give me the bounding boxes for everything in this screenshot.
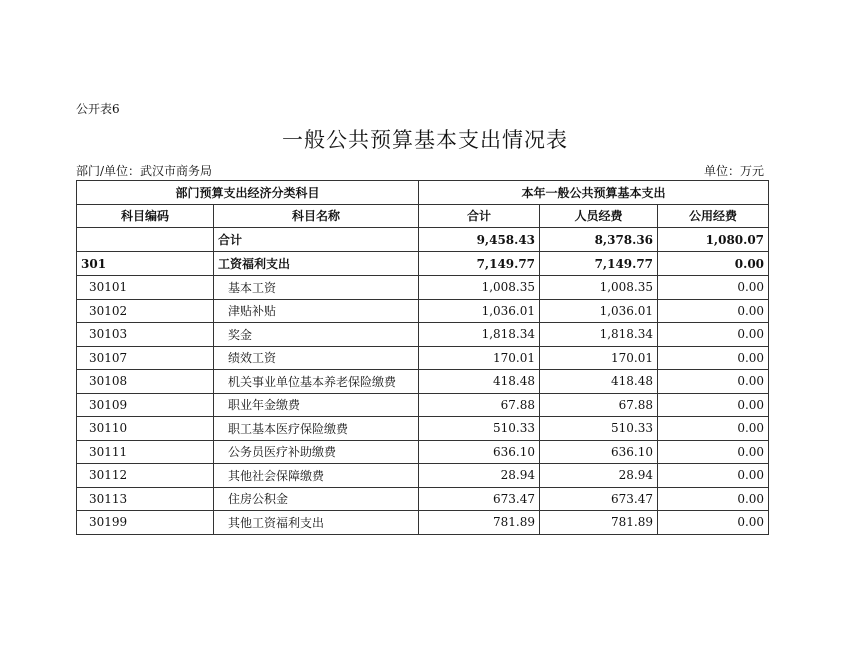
cell-code: 30110 [77,417,214,441]
cell-total: 418.48 [419,370,540,394]
cell-personnel: 1,008.35 [540,276,658,300]
cell-code: 30102 [77,299,214,323]
cell-name: 其他社会保障缴费 [214,464,419,488]
header-public: 公用经费 [658,204,769,228]
cell-name: 津贴补贴 [214,299,419,323]
cell-total: 510.33 [419,417,540,441]
header-total: 合计 [419,204,540,228]
cell-public: 0.00 [658,417,769,441]
cell-code: 30113 [77,487,214,511]
cell-total: 1,818.34 [419,323,540,347]
cell-public: 0.00 [658,299,769,323]
header-group-left: 部门预算支出经济分类科目 [77,181,419,205]
cell-public: 0.00 [658,346,769,370]
cell-total: 636.10 [419,440,540,464]
cell-personnel: 67.88 [540,393,658,417]
cell-name: 公务员医疗补助缴费 [214,440,419,464]
table-row [77,346,769,370]
cell-code: 30109 [77,393,214,417]
table-row [77,276,769,300]
cell-personnel: 636.10 [540,440,658,464]
header-personnel: 人员经费 [540,204,658,228]
cell-personnel: 28.94 [540,464,658,488]
cell-name: 绩效工资 [214,346,419,370]
cell-total: 28.94 [419,464,540,488]
cell-public: 0.00 [658,464,769,488]
cell-public: 0.00 [658,440,769,464]
cell-personnel: 170.01 [540,346,658,370]
cell-name: 住房公积金 [214,487,419,511]
table-number: 公开表6 [76,102,120,116]
cell-total: 9,458.43 [419,228,540,252]
cell-personnel: 1,036.01 [540,299,658,323]
cell-name: 机关事业单位基本养老保险缴费 [214,370,419,394]
cell-name: 其他工资福利支出 [214,511,419,535]
cell-personnel: 1,818.34 [540,323,658,347]
cell-name: 职工基本医疗保险缴费 [214,417,419,441]
cell-name: 职业年金缴费 [214,393,419,417]
table-row [77,511,769,535]
table-row [77,370,769,394]
cell-code: 30101 [77,276,214,300]
table-row [77,464,769,488]
cell-total: 1,008.35 [419,276,540,300]
cell-name: 奖金 [214,323,419,347]
cell-personnel: 673.47 [540,487,658,511]
table-row [77,440,769,464]
cell-name: 工资福利支出 [214,252,419,276]
header-group-right: 本年一般公共预算基本支出 [419,181,769,205]
header-name: 科目名称 [214,204,419,228]
cell-code [77,228,214,252]
cell-name: 合计 [214,228,419,252]
cell-public: 0.00 [658,252,769,276]
cell-code: 30111 [77,440,214,464]
cell-total: 673.47 [419,487,540,511]
table-row [77,323,769,347]
cell-code: 30112 [77,464,214,488]
cell-personnel: 418.48 [540,370,658,394]
cell-personnel: 510.33 [540,417,658,441]
table-row [77,393,769,417]
header-code: 科目编码 [77,204,214,228]
cell-public: 1,080.07 [658,228,769,252]
cell-code: 30103 [77,323,214,347]
cell-public: 0.00 [658,487,769,511]
cell-total: 1,036.01 [419,299,540,323]
table-row [77,417,769,441]
cell-code: 30107 [77,346,214,370]
cell-public: 0.00 [658,393,769,417]
cell-total: 67.88 [419,393,540,417]
table-row [77,487,769,511]
cell-total: 7,149.77 [419,252,540,276]
cell-personnel: 8,378.36 [540,228,658,252]
cell-public: 0.00 [658,323,769,347]
cell-code: 301 [77,252,214,276]
cell-public: 0.00 [658,511,769,535]
category-row [77,252,769,276]
cell-personnel: 7,149.77 [540,252,658,276]
cell-total: 781.89 [419,511,540,535]
table-row [77,299,769,323]
department-label: 部门/单位：武汉市商务局 [76,164,213,178]
cell-code: 30199 [77,511,214,535]
unit-label: 单位：万元 [703,164,764,178]
total-row [77,228,769,252]
cell-public: 0.00 [658,276,769,300]
budget-table [76,180,769,535]
cell-name: 基本工资 [214,276,419,300]
cell-total: 170.01 [419,346,540,370]
page-title: 一般公共预算基本支出情况表 [282,128,568,152]
cell-personnel: 781.89 [540,511,658,535]
cell-public: 0.00 [658,370,769,394]
cell-code: 30108 [77,370,214,394]
